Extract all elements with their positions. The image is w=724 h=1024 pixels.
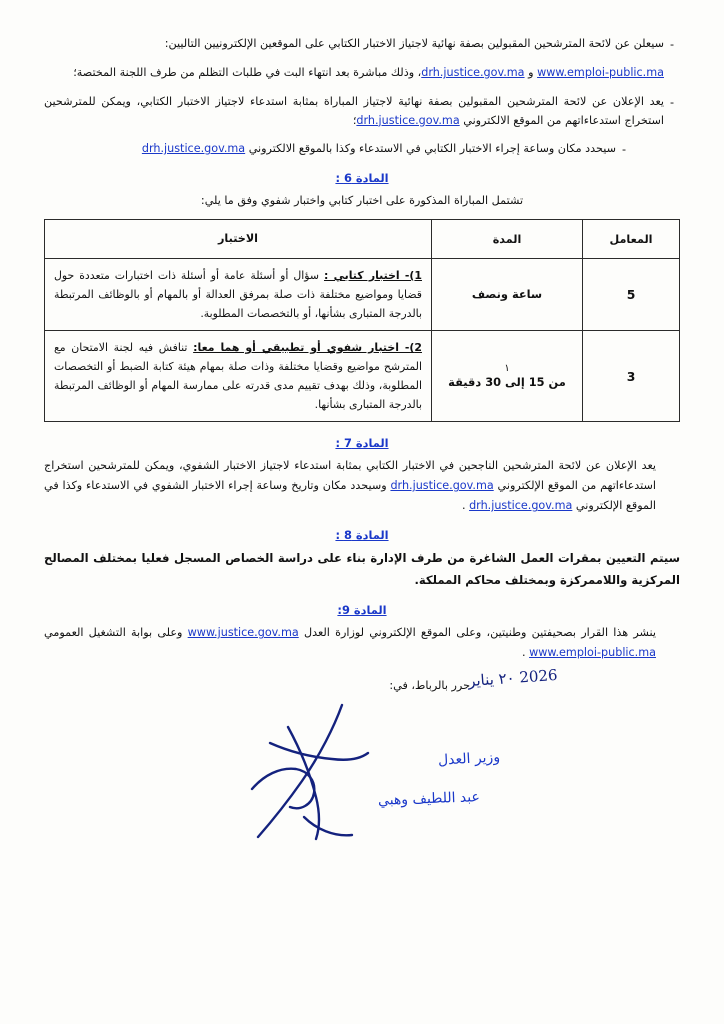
cell-coefficient: 3 (583, 331, 680, 422)
table-header-row (45, 220, 680, 259)
exam-table (44, 219, 680, 422)
dash-marker: - (669, 95, 675, 109)
signature-place-label: حرر بالرباط، في: (389, 678, 470, 692)
link-emploi-public[interactable]: www.emploi-public.ma (529, 646, 656, 660)
test-text: سؤال أو أسئلة عامة أو أسئلة ذات اختبارات متعددة حول قضايا ومواضيع مختلفة ذات صلة بمرفق العدالة أو بالمهام أو بالوظائف المرتبطة بالدرجة المتبارى بشأنها، أو بالتخصصات المطلوبة. (54, 268, 422, 321)
bullet-sentence: ، وذلك مباشرة بعد انتهاء البت في طلبات التظلم من طرف اللجنة المختصة؛ (73, 66, 422, 80)
bullet-sentence-end: ؛ (352, 113, 357, 127)
article-6-heading: المادة 6 : (335, 171, 389, 186)
link-justice-gov[interactable]: www.justice.gov.ma (187, 626, 299, 640)
article-6-intro: تشتمل المباراة المذكورة على اختبار كتابي واختبار شفوي وفق ما يلي: (200, 194, 524, 208)
minister-title-handwritten: وزير العدل (437, 749, 501, 769)
article-9-heading: المادة 9: (337, 603, 387, 618)
table-row (45, 258, 680, 330)
column-header-duration: المدة (432, 220, 583, 259)
list-item (44, 63, 680, 82)
article-9-text (44, 623, 680, 663)
article-7-sentence: يعد الإعلان عن لائحة المترشحين الناجحين في الاختبار الكتابي بمثابة استدعاء لاجتياز الاختبار الشفوي، ويمكن للمترشحين استخراج استدعاءاتهم من الموقع الإلكتروني (44, 459, 656, 493)
bullet-text (44, 34, 664, 53)
article-8-text: سيتم التعيين بمقرات العمل الشاغرة من طرف الإدارة بناء على دراسة الخصاص المسجل فعليا بمختلف المصالح المركزية واللاممركزة وبمختلف محاكم المملكة. (44, 551, 680, 587)
cell-coefficient: 5 (583, 258, 680, 330)
link-drh-justice[interactable]: drh.justice.gov.ma (390, 479, 494, 493)
signature-block (44, 665, 680, 889)
test-label: 1)- اختبار كتابي : (323, 268, 422, 282)
article-9-sentence-end: . (521, 646, 530, 660)
bullet-sentence: سيعلن عن لائحة المترشحين المقبولين بصفة نهائية لاجتياز الاختبار الكتابي على الموقعين الإلكترونيين التاليين: (164, 37, 664, 50)
duration-value: ساعة ونصف (471, 287, 543, 302)
link-emploi-public[interactable]: www.emploi-public.ma (537, 66, 664, 80)
article-7-text (44, 456, 680, 516)
table-row (45, 331, 680, 422)
article-7-sentence-cont: وسيحدد مكان وتاريخ وساعة إجراء الاختبار الشفوي في الاستدعاء وكذا في الموقع الإلكتروني (44, 479, 656, 513)
cell-duration (432, 258, 583, 330)
cell-test-description (45, 331, 432, 422)
link-drh-justice[interactable]: drh.justice.gov.ma (421, 66, 525, 80)
duration-value: من 15 إلى 30 دقيقة (448, 375, 566, 390)
article-9-sentence: ينشر هذا القرار بصحيفتين وطنيتين، وعلى الموقع الإلكتروني لوزارة العدل (298, 626, 656, 640)
top-bullet-list (44, 34, 680, 159)
link-drh-justice[interactable]: drh.justice.gov.ma (469, 499, 573, 513)
bullet-sentence: يعد الإعلان عن لائحة المترشحين المقبولين بصفة نهائية لاجتياز المباراة بمثابة استدعاء لاجتياز الاختبار الكتابي، ويمكن للمترشحين استخراج استدعاءاتهم من الموقع الالكتروني (44, 94, 664, 127)
bullet-text (44, 63, 664, 82)
article-7-heading: المادة 7 : (335, 436, 389, 451)
bullet-text (44, 139, 616, 158)
list-item (44, 139, 632, 159)
cell-test-description (45, 258, 432, 330)
list-item (44, 92, 680, 131)
article-9-sentence-cont: وعلى بوابة التشغيل العمومي (44, 626, 188, 640)
link-drh-justice[interactable]: drh.justice.gov.ma (141, 142, 246, 156)
test-label: 2)- اختبار شفوي أو تطبيقي أو هما معا: (193, 341, 422, 355)
dash-marker: - (621, 143, 627, 157)
bullet-text (44, 92, 664, 131)
link-drh-justice[interactable]: drh.justice.gov.ma (356, 113, 460, 127)
article-7-sentence-end: . (461, 499, 470, 513)
test-text: تنافش فيه لجنة الامتحان مع المترشح مواضيع وقضايا مختلفة وذات صلة بمهام هيئة كتابة الضبط أو التخصصات المطلوبة، وذلك بهدف تقييم مدى قدرته على ممارسة المهام أو الوظائف المرتبطة بالدرجة المتبارى بشأنها. (54, 341, 422, 412)
cell-duration (432, 331, 583, 422)
article-8-heading: المادة 8 : (335, 528, 389, 543)
duration-annotation: ١ (504, 363, 510, 375)
handwritten-signature (192, 697, 442, 867)
dash-marker (664, 63, 680, 64)
minister-name-handwritten: عبد اللطيف وهبي (377, 789, 481, 809)
list-item (44, 34, 680, 54)
bullet-sentence: سيحدد مكان وساعة إجراء الاختبار الكتابي في الاستدعاء وكذا بالموقع الالكتروني (245, 142, 616, 156)
column-header-coefficient: المعامل (583, 220, 680, 259)
conjunction: و (524, 66, 538, 80)
dash-marker: - (669, 38, 675, 51)
column-header-test: الاختبار (45, 220, 432, 259)
handwritten-date: 2026 ٢٠ يناير (467, 665, 559, 691)
